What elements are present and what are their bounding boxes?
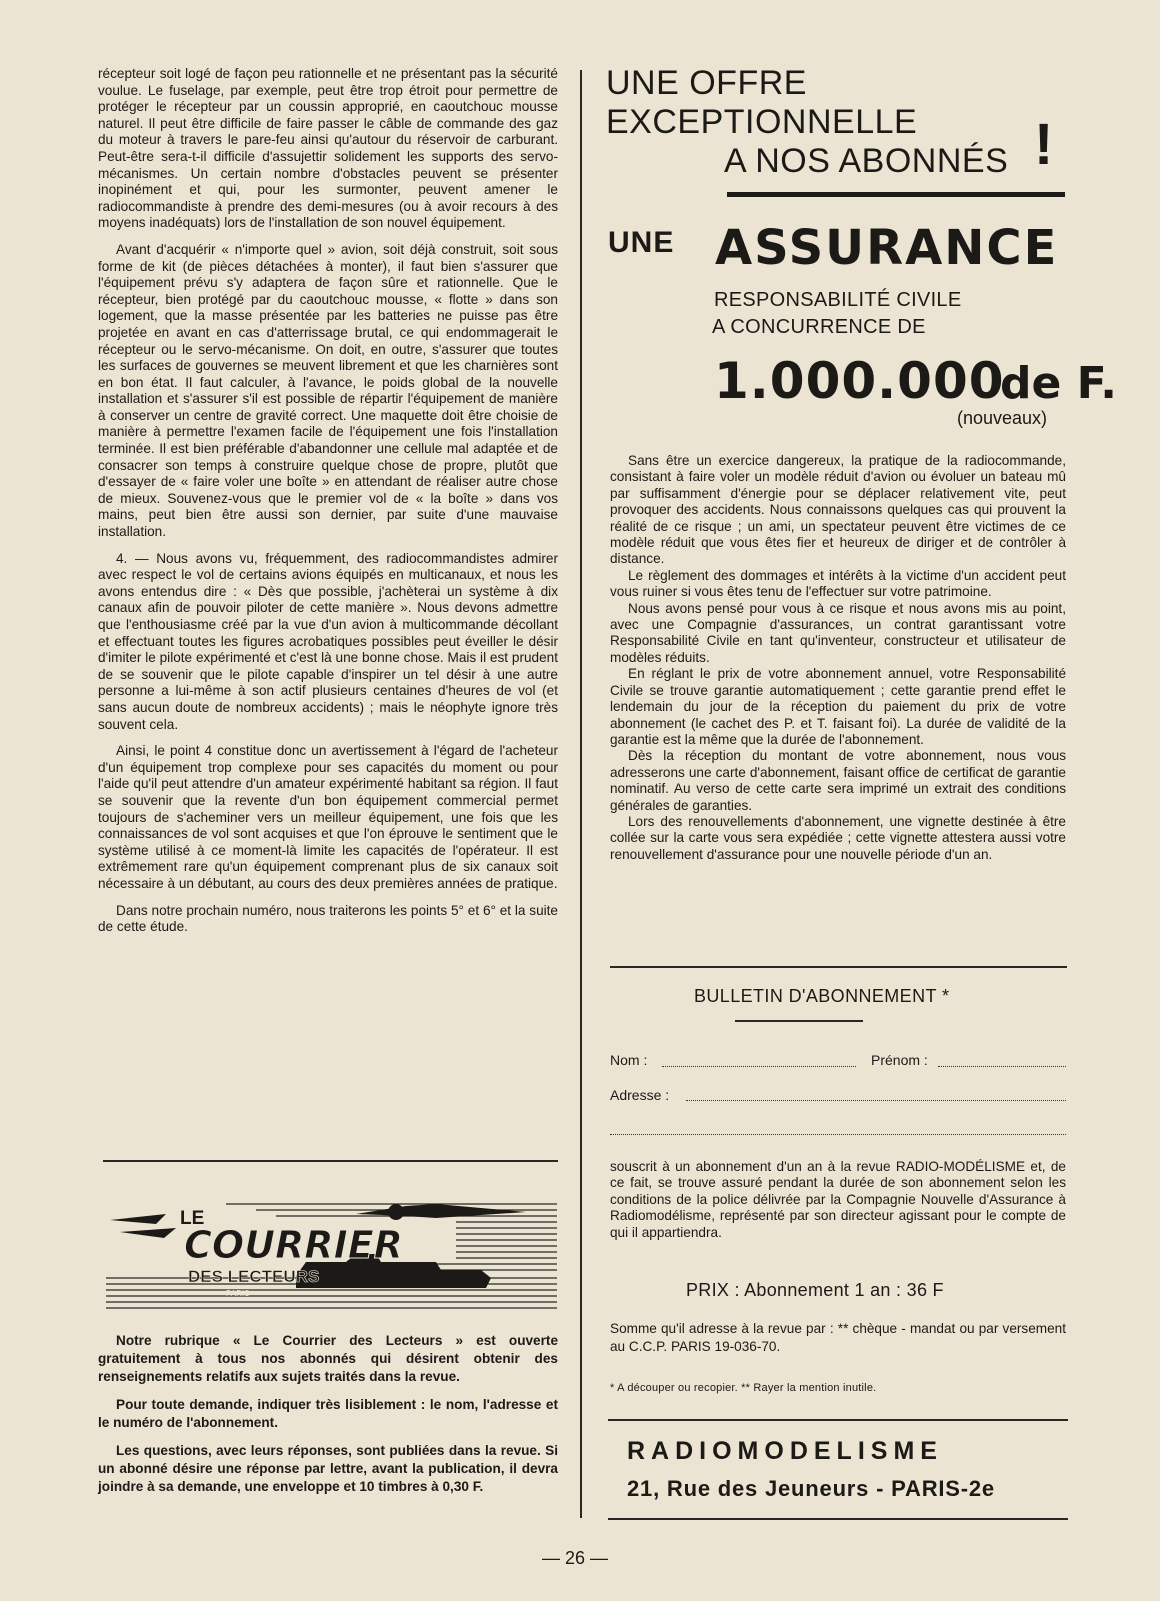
coverage-amount: 1.000.000	[714, 352, 1005, 410]
publisher-bottom-rule	[608, 1518, 1068, 1520]
prenom-field[interactable]	[938, 1066, 1066, 1067]
offer-paragraph: Lors des renouvellements d'abonnement, une vignette destinée à être collée sur la carte vous sera expédiée ; cette vignette attestera aussi votre renouvellement d'assurance pour une nouvelle période d'un an.	[610, 813, 1066, 862]
column-divider	[580, 70, 582, 1518]
offer-body	[610, 453, 1066, 863]
courrier-paragraph: Les questions, avec leurs réponses, sont publiées dans la revue. Si un abonné désire une réponse par lettre, avant la publication, il devra joindre à sa demande, une enveloppe et 10 timbres à 0,30 F.	[98, 1443, 558, 1494]
price-line: PRIX : Abonnement 1 an : 36 F	[686, 1280, 944, 1300]
adresse-label: Adresse :	[610, 1087, 670, 1103]
responsabilite-line: RESPONSABILITÉ CIVILE	[714, 289, 962, 311]
page-number: — 26 —	[542, 1548, 609, 1568]
offer-paragraph: Dès la réception du montant de votre abonnement, nous vous adresserons une carte d'abonnement, faisant office de certificat de garantie nominatif. Au verso de cette carte sera imprimé un extrait des conditions générales de garanties.	[610, 748, 1066, 813]
publisher-address: 21, Rue des Jeuneurs - PARIS-2e	[627, 1476, 995, 1501]
offer-paragraph: Le règlement des dommages et intérêts à la victime d'un accident peut vous ruiner si vous êtes tenu de l'effectuer sur votre patrimoine.	[610, 567, 1066, 600]
offer-headline-line1: UNE OFFRE	[606, 64, 807, 102]
offer-paragraph: En réglant le prix de votre abonnement annuel, votre Responsabilité Civile se trouve garantie automatiquement ; cette garantie prend effet le lendemain du jour de la réception du paiement du prix de votre abonnement (le cachet des P. et T. faisant foi). La durée de validité de la garantie est la même que la durée de l'abonnement.	[610, 666, 1066, 747]
publisher-top-rule	[608, 1419, 1068, 1421]
offer-headline-line3: A NOS ABONNÉS	[724, 142, 1009, 180]
article-paragraph: récepteur soit logé de façon peu rationnelle et ne présentant pas la sécurité voulue. Le fuselage, par exemple, peut être trop étroit pour permettre de protéger le récepteur par un coussin approprié, en caoutchouc mousse naturel. Il peut être difficile de faire passer le câble de commande des gaz du moteur à travers le pare-feu ainsi qu'autour du réservoir de carburant. Peut-être sera-t-il difficile d'assujettir solidement les supports des servo-mécanismes. Un certain nombre d'obstacles peuvent se présenter inopinément et qui, pour les surmonter, peuvent amener le radiocommandiste à prendre des demi-mesures (ou à avoir recours à des moyens inadéquats) lors de l'installation de son nouvel équipement.	[98, 66, 558, 231]
une-label: UNE	[608, 226, 675, 259]
logo-le-text: LE	[180, 1208, 205, 1229]
article-paragraph: Dans notre prochain numéro, nous traiterons les points 5° et 6° et la suite de cette étude.	[98, 902, 558, 935]
article-continuation	[98, 66, 558, 946]
offer-paragraph: Nous avons pensé pour vous à ce risque et nous avons mis au point, avec une Compagnie d'assurances, un contrat garantissant votre Responsabilité Civile en tant qu'inventeur, constructeur et utilisateur de modèles réduits.	[610, 600, 1066, 665]
logo-title-text: COURRIER	[184, 1223, 403, 1267]
logo-subtitle-text: DES LECTEURS	[188, 1267, 320, 1286]
bulletin-top-rule	[610, 966, 1067, 968]
offer-headline-line2: EXCEPTIONNELLE	[606, 103, 918, 141]
souscrit-text: souscrit à un abonnement d'un an à la revue RADIO-MODÉLISME et, de ce fait, se trouve assuré pendant la durée de son abonnement selon les conditions de la police délivrée par la Compagnie Nouvelle d'Assurance à Radiomodélisme, représenté par son directeur agissant pour le compte de qui il appartiendra.	[610, 1159, 1066, 1240]
souscrit-block	[610, 1159, 1066, 1241]
bulletin-title: BULLETIN D'ABONNEMENT *	[694, 986, 950, 1006]
coverage-amount-suffix: de F.	[1000, 358, 1117, 409]
nouveaux-note: (nouveaux)	[957, 408, 1048, 428]
offer-rule	[727, 192, 1065, 197]
offer-paragraph: Sans être un exercice dangereux, la pratique de la radiocommande, consistant à faire voler un modèle réduit d'avion ou évoluer un bateau mû par suffisamment d'énergie pour se déplacer relativement vite, peut provoquer des accidents. Nous connaissons quelques cas qui prouvent la réalité de ce risque ; un ami, un spectateur peuvent être victimes de ce modèle réduit que vous êtes fier et heureux de diriger et de contrôler à distance.	[610, 453, 1066, 567]
logo-small-text: PARIS	[226, 1289, 250, 1298]
assurance-heading: ASSURANCE	[715, 220, 1059, 276]
bulletin-footnote: * A découper ou recopier. ** Rayer la mention inutile.	[610, 1382, 877, 1394]
left-divider-rule	[103, 1160, 558, 1162]
nom-field[interactable]	[662, 1066, 856, 1067]
payment-line: Somme qu'il adresse à la revue par : ** chèque - mandat ou par versement au C.C.P. PARIS 19-036-70.	[610, 1321, 1066, 1354]
courrier-paragraph: Notre rubrique « Le Courrier des Lecteurs » est ouverte gratuitement à tous nos abonnés qui désirent obtenir des renseignements relatifs aux sujets traités dans la revue.	[98, 1333, 558, 1384]
publisher-name: RADIOMODELISME	[627, 1437, 943, 1465]
offer-exclamation: !	[1034, 112, 1054, 177]
courrier-text-block	[98, 1332, 558, 1506]
courrier-des-lecteurs-logo	[106, 1200, 557, 1314]
adresse-field[interactable]	[686, 1100, 1066, 1101]
article-paragraph: Ainsi, le point 4 constitue donc un avertissement à l'égard de l'acheteur d'un équipement trop complexe pour ses capacités du moment ou pour l'aide qu'il peut attendre d'un amateur expérimenté habitant sa région. Il faut se souvenir que la revente d'un bon équipement commercial permet toujours de s'acheminer vers un meilleur équipement, une fois que les connaissances de vol sont acquises et que l'on éprouve le sentiment que le système utilisé à ce moment-là limite les capacités de l'opérateur. Il est extrêmement rare qu'un équipement comprenant plus de six canaux soit nécessaire à un débutant, au cours des deux premières années de pratique.	[98, 743, 558, 891]
article-paragraph: Avant d'acquérir « n'importe quel » avion, soit déjà construit, soit sous forme de kit (de pièces détachées à monter), il faut bien s'assurer que l'équipement prévu s'y adaptera de façon sûre et rationnelle. Que le récepteur, bien protégé par du caoutchouc mousse, « flotte » dans son logement, que la masse présentée par les batteries ne puisse pas être projetée en avant en cas d'atterrissage brutal, ce qui endommagerait le récepteur ou le servo-mécanisme. On doit, en outre, s'assurer que toutes les surfaces de gouvernes se meuvent librement et que les charnières sont en bon état. Il faut calculer, à l'avance, le poids global de la nouvelle installation et s'assurer s'il est possible de répartir l'équipement de manière à conserver un centre de gravité correct. Une maquette doit être choisie de manière à permettre l'examen facile de l'équipement une fois l'installation terminée. Il est bien préférable d'abandonner une cellule mal adaptée et de consacrer son temps à construire quelque chose de propre, plutôt que d'essayer de « faire voler une boîte » en attendant de réaliser autre chose de mieux. Souvenez-vous que le premier vol de « la boîte » dans vos mains, peut bien être aussi son dernier, par suite d'une mauvaise installation.	[98, 241, 558, 540]
concurrence-line: A CONCURRENCE DE	[712, 316, 926, 338]
prenom-label: Prénom :	[871, 1052, 928, 1068]
bulletin-title-underline	[735, 1020, 863, 1022]
article-paragraph: 4. — Nous avons vu, fréquemment, des radiocommandistes admirer avec respect le vol de certains avions équipés en multicanaux, et nous les avons entendus dire : « Dès que possible, j'achèterai un système à dix canaux afin de pouvoir piloter de cette manière ». Nous devons admettre que l'enthousiasme créé par la vue d'un avion à multicommande décollant et effectuant toutes les figures acrobatiques possibles peut éveiller le désir d'imiter le pilote expérimenté et c'est là une bonne chose. Mais il est prudent de se souvenir que le pilote capable d'inspirer un tel désir à une autre personne a lui-même à son actif plusieurs centaines d'heures de vol (et sans aucun doute de nombreux accidents) ; mais le néophyte ignore très souvent cela.	[98, 550, 558, 732]
adresse-field-line2[interactable]	[610, 1134, 1066, 1135]
nom-label: Nom :	[610, 1052, 648, 1068]
courrier-paragraph: Pour toute demande, indiquer très lisiblement : le nom, l'adresse et le numéro de l'abonnement.	[98, 1397, 558, 1430]
